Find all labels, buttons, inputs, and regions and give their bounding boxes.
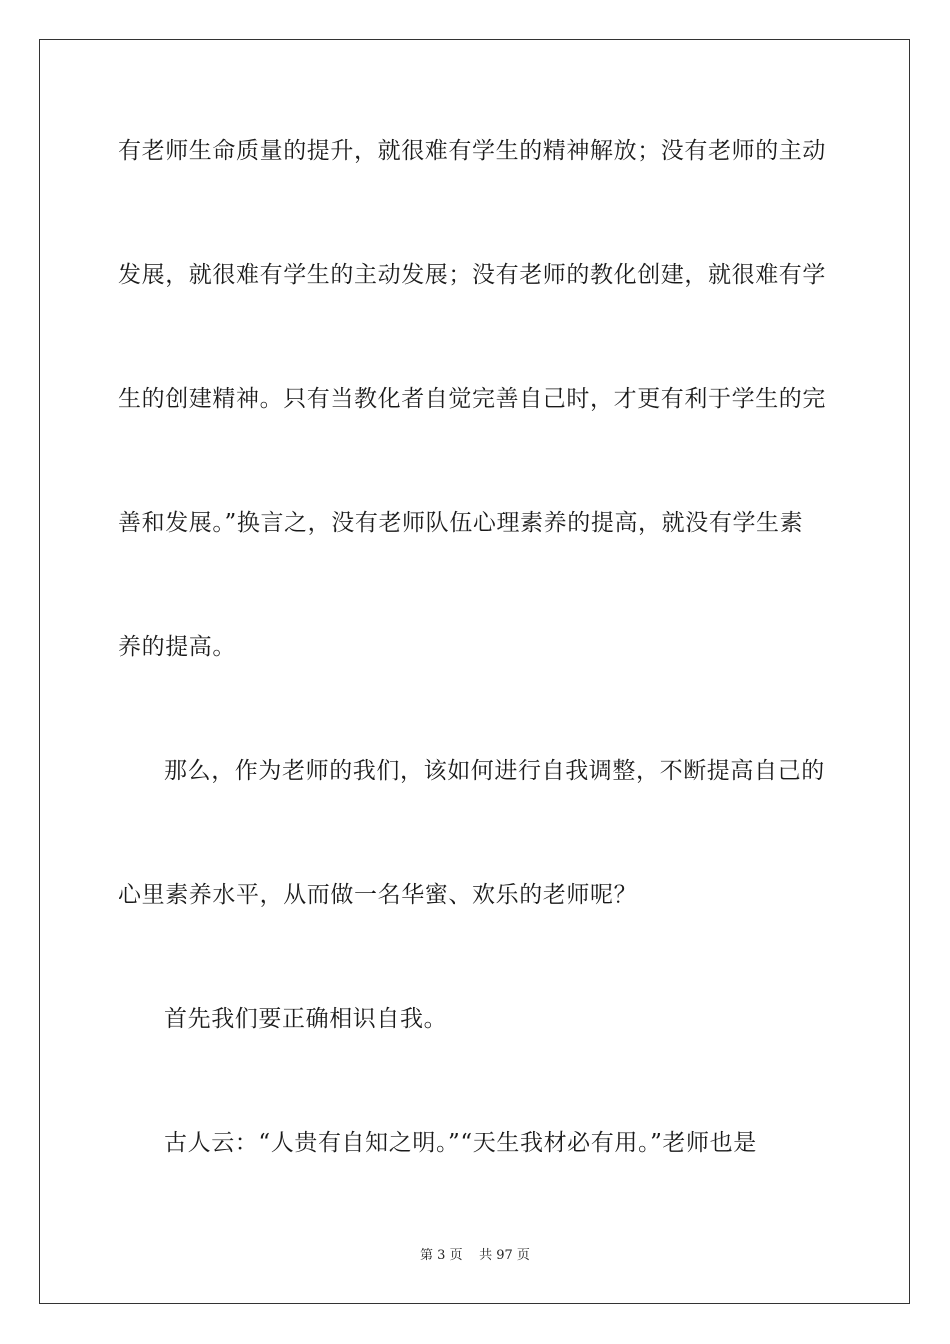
paragraph-start-line: 古人云：“人贵有自知之明。”“天生我材必有用。”老师也是 (164, 1130, 757, 1156)
paragraph-start-line: 首先我们要正确相识自我。 (164, 1006, 448, 1032)
body-text-line: 养的提高。 (118, 634, 236, 660)
paragraph-start-line: 那么，作为老师的我们，该如何进行自我调整，不断提高自己的 (164, 758, 825, 784)
body-text-line: 生的创建精神。只有当教化者自觉完善自己时，才更有利于学生的完 (118, 386, 826, 412)
page-total: 共 97 页 (479, 1248, 530, 1263)
page-footer (0, 1248, 950, 1264)
body-text-line: 心里素养水平，从而做一名华蜜、欢乐的老师呢？ (118, 882, 638, 908)
body-text-line: 发展，就很难有学生的主动发展；没有老师的教化创建，就很难有学 (118, 262, 826, 288)
body-text-line: 有老师生命质量的提升，就很难有学生的精神解放；没有老师的主动 (118, 138, 826, 164)
page-number: 第 3 页 (420, 1248, 463, 1263)
body-text-line: 善和发展。”换言之，没有老师队伍心理素养的提高，就没有学生素 (118, 510, 804, 536)
page-border (39, 39, 910, 1304)
